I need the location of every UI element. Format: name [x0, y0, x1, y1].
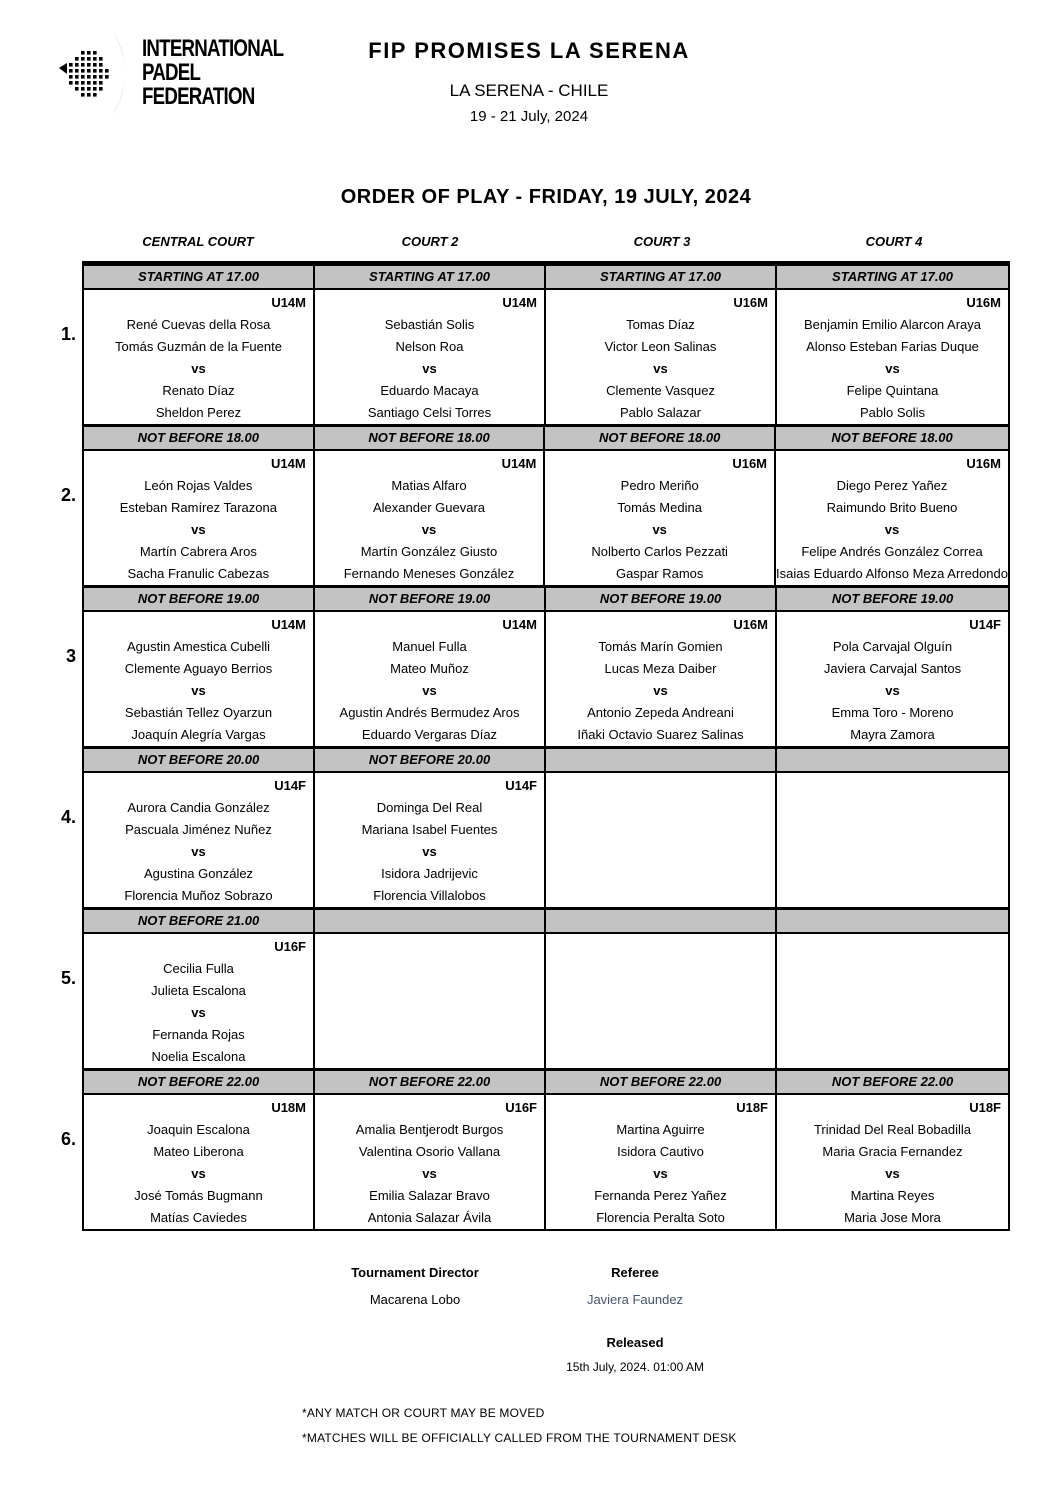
event-location: LA SERENA - CHILE	[449, 81, 609, 100]
player-name: Mayra Zamora	[850, 727, 935, 742]
player-name: Renato Díaz	[162, 383, 235, 398]
vs-label: vs	[191, 844, 206, 859]
category-label: U14M	[271, 617, 306, 632]
player-name: Fernanda Rojas	[152, 1027, 245, 1042]
time-band: STARTING AT 17.00	[315, 266, 544, 290]
time-band: NOT BEFORE 18.00	[776, 427, 1008, 451]
player-name: Raimundo Brito Bueno	[826, 500, 958, 515]
schedule-row-1	[84, 266, 1008, 424]
player-name: Sebastián Solis	[384, 317, 475, 332]
player-name: Agustin Amestica Cubelli	[126, 639, 271, 654]
player-name: Mariana Isabel Fuentes	[361, 822, 498, 837]
logo-line: FEDERATION	[142, 83, 255, 110]
order-of-play-title: ORDER OF PLAY - FRIDAY, 19 JULY, 2024	[340, 186, 752, 208]
player-name: Pascuala Jiménez Nuñez	[125, 822, 272, 837]
player-name: Manuel Fulla	[392, 639, 467, 654]
time-band: NOT BEFORE 18.00	[84, 427, 313, 451]
category-label: U14F	[274, 778, 306, 793]
time-band: NOT BEFORE 21.00	[84, 910, 313, 934]
vs-label: vs	[422, 361, 437, 376]
player-name: Clemente Vasquez	[606, 383, 715, 398]
padel-ball-icon	[58, 28, 138, 118]
player-name: Fernando Meneses González	[343, 566, 515, 581]
category-label: U16M	[732, 456, 768, 471]
event-title: FIP PROMISES LA SERENA	[368, 38, 690, 63]
row-number-5: 5.	[60, 968, 76, 988]
row-number-3: 3	[65, 646, 76, 666]
player-name: Matias Alfaro	[391, 478, 467, 493]
player-name: Sebastián Tellez Oyarzun	[124, 705, 273, 720]
player-name: Florencia Villalobos	[373, 888, 486, 903]
match-cell	[84, 588, 315, 746]
player-name: Felipe Quintana	[846, 383, 939, 398]
player-name: Valentina Osorio Vallana	[358, 1144, 501, 1159]
time-band: NOT BEFORE 22.00	[315, 1071, 544, 1095]
time-band	[777, 749, 1008, 773]
vs-label: vs	[421, 522, 437, 537]
category-label: U16M	[966, 456, 1001, 471]
match-cell	[776, 427, 1008, 585]
logo-wordmark	[142, 37, 283, 109]
time-band: NOT BEFORE 22.00	[777, 1071, 1008, 1095]
vs-label: vs	[191, 1005, 206, 1020]
vs-label: vs	[653, 361, 668, 376]
category-label: U18M	[271, 1100, 306, 1115]
category-label: U16M	[733, 617, 768, 632]
player-name: Pedro Meriño	[620, 478, 699, 493]
player-name: Matías Caviedes	[150, 1210, 247, 1225]
category-label: U16F	[505, 1100, 537, 1115]
player-name: Mateo Liberona	[153, 1144, 244, 1159]
court-headers	[82, 234, 1010, 249]
row-number-2: 2.	[60, 485, 76, 505]
vs-label: vs	[422, 1166, 437, 1181]
player-name: Florencia Muñoz Sobrazo	[124, 888, 273, 903]
vs-label: vs	[885, 1166, 900, 1181]
fip-logo	[58, 28, 323, 118]
time-band: NOT BEFORE 22.00	[84, 1071, 313, 1095]
time-band: NOT BEFORE 18.00	[315, 427, 544, 451]
time-band: STARTING AT 17.00	[84, 266, 313, 290]
match-cell	[546, 266, 777, 424]
category-label: U14M	[271, 295, 306, 310]
vs-label: vs	[885, 361, 900, 376]
schedule-row-6	[84, 1068, 1008, 1229]
vs-label: vs	[422, 844, 437, 859]
player-name: Benjamin Emilio Alarcon Araya	[803, 317, 982, 332]
category-label: U16M	[733, 295, 768, 310]
player-name: Javiera Carvajal Santos	[823, 661, 962, 676]
category-label: U18F	[969, 1100, 1001, 1115]
player-name: Joaquin Escalona	[147, 1122, 250, 1137]
player-name: Joaquín Alegría Vargas	[131, 727, 266, 742]
vs-label: vs	[191, 683, 206, 698]
tournament-director-name: Macarena Lobo	[369, 1292, 461, 1307]
player-name: Antonio Zepeda Andreani	[587, 705, 734, 720]
player-name: Martina Aguirre	[616, 1122, 705, 1137]
match-cell	[84, 910, 315, 1068]
match-cell	[315, 266, 546, 424]
time-band: NOT BEFORE 18.00	[545, 427, 774, 451]
player-name: Isidora Cautivo	[617, 1144, 704, 1159]
player-name: Eduardo Vergaras Díaz	[361, 727, 498, 742]
player-name: Victor Leon Salinas	[604, 339, 717, 354]
player-name: Agustin Andrés Bermudez Aros	[339, 705, 520, 720]
match-cell	[84, 427, 315, 585]
player-name: Antonia Salazar Ávila	[367, 1210, 492, 1225]
vs-label: vs	[653, 683, 668, 698]
time-band	[546, 910, 775, 934]
player-name: Santiago Celsi Torres	[367, 405, 492, 420]
category-label: U14F	[505, 778, 537, 793]
player-name: Cecilia Fulla	[163, 961, 234, 976]
player-name: Fernanda Perez Yañez	[594, 1188, 727, 1203]
match-cell	[315, 749, 546, 907]
court-header-central: CENTRAL COURT	[142, 234, 254, 249]
row-number-6: 6.	[60, 1129, 76, 1149]
player-name: Alonso Esteban Farias Duque	[806, 339, 979, 354]
empty-match-cell	[777, 910, 1008, 1068]
player-name: Mateo Muñoz	[390, 661, 469, 676]
player-name: Tomás Medina	[617, 500, 702, 515]
category-label: U14F	[969, 617, 1001, 632]
match-cell	[84, 749, 315, 907]
time-band: NOT BEFORE 20.00	[315, 749, 544, 773]
referee-name-link[interactable]: Javiera Faundez	[586, 1292, 684, 1307]
category-label: U16F	[274, 939, 306, 954]
time-band: NOT BEFORE 22.00	[546, 1071, 775, 1095]
player-name: Maria Gracia Fernandez	[822, 1144, 963, 1159]
player-name: Pablo Salazar	[620, 405, 701, 420]
match-cell	[546, 588, 777, 746]
player-name: Noelia Escalona	[151, 1049, 246, 1064]
category-label: U14M	[502, 295, 537, 310]
player-name: Esteban Ramírez Tarazona	[119, 500, 277, 515]
player-name: Iñaki Octavio Suarez Salinas	[577, 727, 744, 742]
match-cell	[84, 266, 315, 424]
logo-line: PADEL	[142, 59, 201, 86]
player-name: Sacha Franulic Cabezas	[127, 566, 270, 581]
player-name: Pablo Solis	[859, 405, 926, 420]
event-dates: 19 - 21 July, 2024	[469, 108, 589, 125]
vs-label: vs	[652, 522, 667, 537]
match-cell	[315, 588, 546, 746]
empty-match-cell	[777, 749, 1008, 907]
footnote-match-moved: *ANY MATCH OR COURT MAY BE MOVED	[302, 1406, 545, 1420]
order-of-play-table	[60, 261, 1010, 1231]
category-label: U18F	[736, 1100, 768, 1115]
match-cell	[545, 427, 776, 585]
player-name: Amalia Bentjerodt Burgos	[355, 1122, 504, 1137]
category-label: U14M	[501, 456, 537, 471]
empty-match-cell	[315, 910, 546, 1068]
player-name: Felipe Andrés González Correa	[801, 544, 983, 559]
player-name: Emma Toro - Moreno	[831, 705, 954, 720]
player-name: Nelson Roa	[395, 339, 464, 354]
player-name: Julieta Escalona	[151, 983, 246, 998]
player-name: León Rojas Valdes	[144, 478, 253, 493]
released-label: Released	[606, 1335, 664, 1350]
player-name: Isaias Eduardo Alfonso Meza Arredondo	[776, 566, 1008, 581]
player-name: Alexander Guevara	[373, 500, 486, 515]
time-band: STARTING AT 17.00	[777, 266, 1008, 290]
court-header-3: COURT 3	[633, 234, 691, 249]
player-name: Sheldon Perez	[155, 405, 242, 420]
player-name: Pola Carvajal Olguín	[832, 639, 953, 654]
player-name: José Tomás Bugmann	[134, 1188, 263, 1203]
player-name: Clemente Aguayo Berrios	[124, 661, 273, 676]
player-name: Martina Reyes	[850, 1188, 935, 1203]
category-label: U14M	[502, 617, 537, 632]
footnote-tournament-desk: *MATCHES WILL BE OFFICIALLY CALLED FROM THE TOURNAMENT DESK	[302, 1431, 737, 1445]
match-cell	[777, 1071, 1008, 1229]
match-cell	[546, 1071, 777, 1229]
player-name: Nolberto Carlos Pezzati	[591, 544, 728, 559]
player-name: Eduardo Macaya	[380, 383, 479, 398]
court-header-2: COURT 2	[401, 234, 459, 249]
player-name: Tomás Guzmán de la Fuente	[115, 339, 282, 354]
time-band: NOT BEFORE 20.00	[84, 749, 313, 773]
player-name: Tomas Díaz	[626, 317, 695, 332]
player-name: Tomás Marín Gomien	[598, 639, 723, 654]
match-cell	[315, 1071, 546, 1229]
time-band: NOT BEFORE 19.00	[777, 588, 1008, 612]
vs-label: vs	[422, 683, 437, 698]
player-name: René Cuevas della Rosa	[126, 317, 271, 332]
time-band: NOT BEFORE 19.00	[315, 588, 544, 612]
category-label: U16M	[966, 295, 1001, 310]
vs-label: vs	[191, 1166, 206, 1181]
row-number-4: 4.	[60, 807, 76, 827]
empty-match-cell	[546, 910, 777, 1068]
player-name: Emilia Salazar Bravo	[369, 1188, 490, 1203]
row-number-1: 1.	[60, 324, 76, 344]
vs-label: vs	[884, 522, 900, 537]
vs-label: vs	[191, 522, 206, 537]
logo-line: INTERNATIONAL	[142, 35, 284, 62]
schedule-row-3	[84, 585, 1008, 746]
empty-match-cell	[546, 749, 777, 907]
event-header	[289, 38, 769, 125]
time-band	[777, 910, 1008, 934]
time-band: NOT BEFORE 19.00	[84, 588, 313, 612]
player-name: Martín González Giusto	[360, 544, 498, 559]
time-band	[315, 910, 544, 934]
match-cell	[315, 427, 546, 585]
court-header-4: COURT 4	[865, 234, 923, 249]
player-name: Isidora Jadrijevic	[381, 866, 478, 881]
category-label: U14M	[270, 456, 306, 471]
vs-label: vs	[885, 683, 900, 698]
match-cell	[84, 1071, 315, 1229]
player-name: Lucas Meza Daiber	[604, 661, 717, 676]
referee-label: Referee	[611, 1265, 659, 1280]
tournament-director-label: Tournament Director	[351, 1265, 479, 1280]
player-name: Gaspar Ramos	[615, 566, 704, 581]
match-cell	[777, 588, 1008, 746]
time-band: STARTING AT 17.00	[546, 266, 775, 290]
player-name: Aurora Candia González	[127, 800, 270, 815]
match-cell	[777, 266, 1008, 424]
time-band: NOT BEFORE 19.00	[546, 588, 775, 612]
player-name: Agustina González	[143, 866, 254, 881]
player-name: Dominga Del Real	[376, 800, 483, 815]
player-name: Maria Jose Mora	[844, 1210, 941, 1225]
player-name: Martín Cabrera Aros	[139, 544, 257, 559]
time-band	[546, 749, 775, 773]
schedule-row-2	[84, 424, 1008, 585]
released-datetime: 15th July, 2024. 01:00 AM	[566, 1360, 704, 1374]
player-name: Trinidad Del Real Bobadilla	[813, 1122, 972, 1137]
vs-label: vs	[653, 1166, 668, 1181]
player-name: Diego Perez Yañez	[836, 478, 948, 493]
schedule-row-4	[84, 746, 1008, 907]
player-name: Florencia Peralta Soto	[596, 1210, 725, 1225]
schedule-row-5	[84, 907, 1008, 1068]
vs-label: vs	[191, 361, 206, 376]
